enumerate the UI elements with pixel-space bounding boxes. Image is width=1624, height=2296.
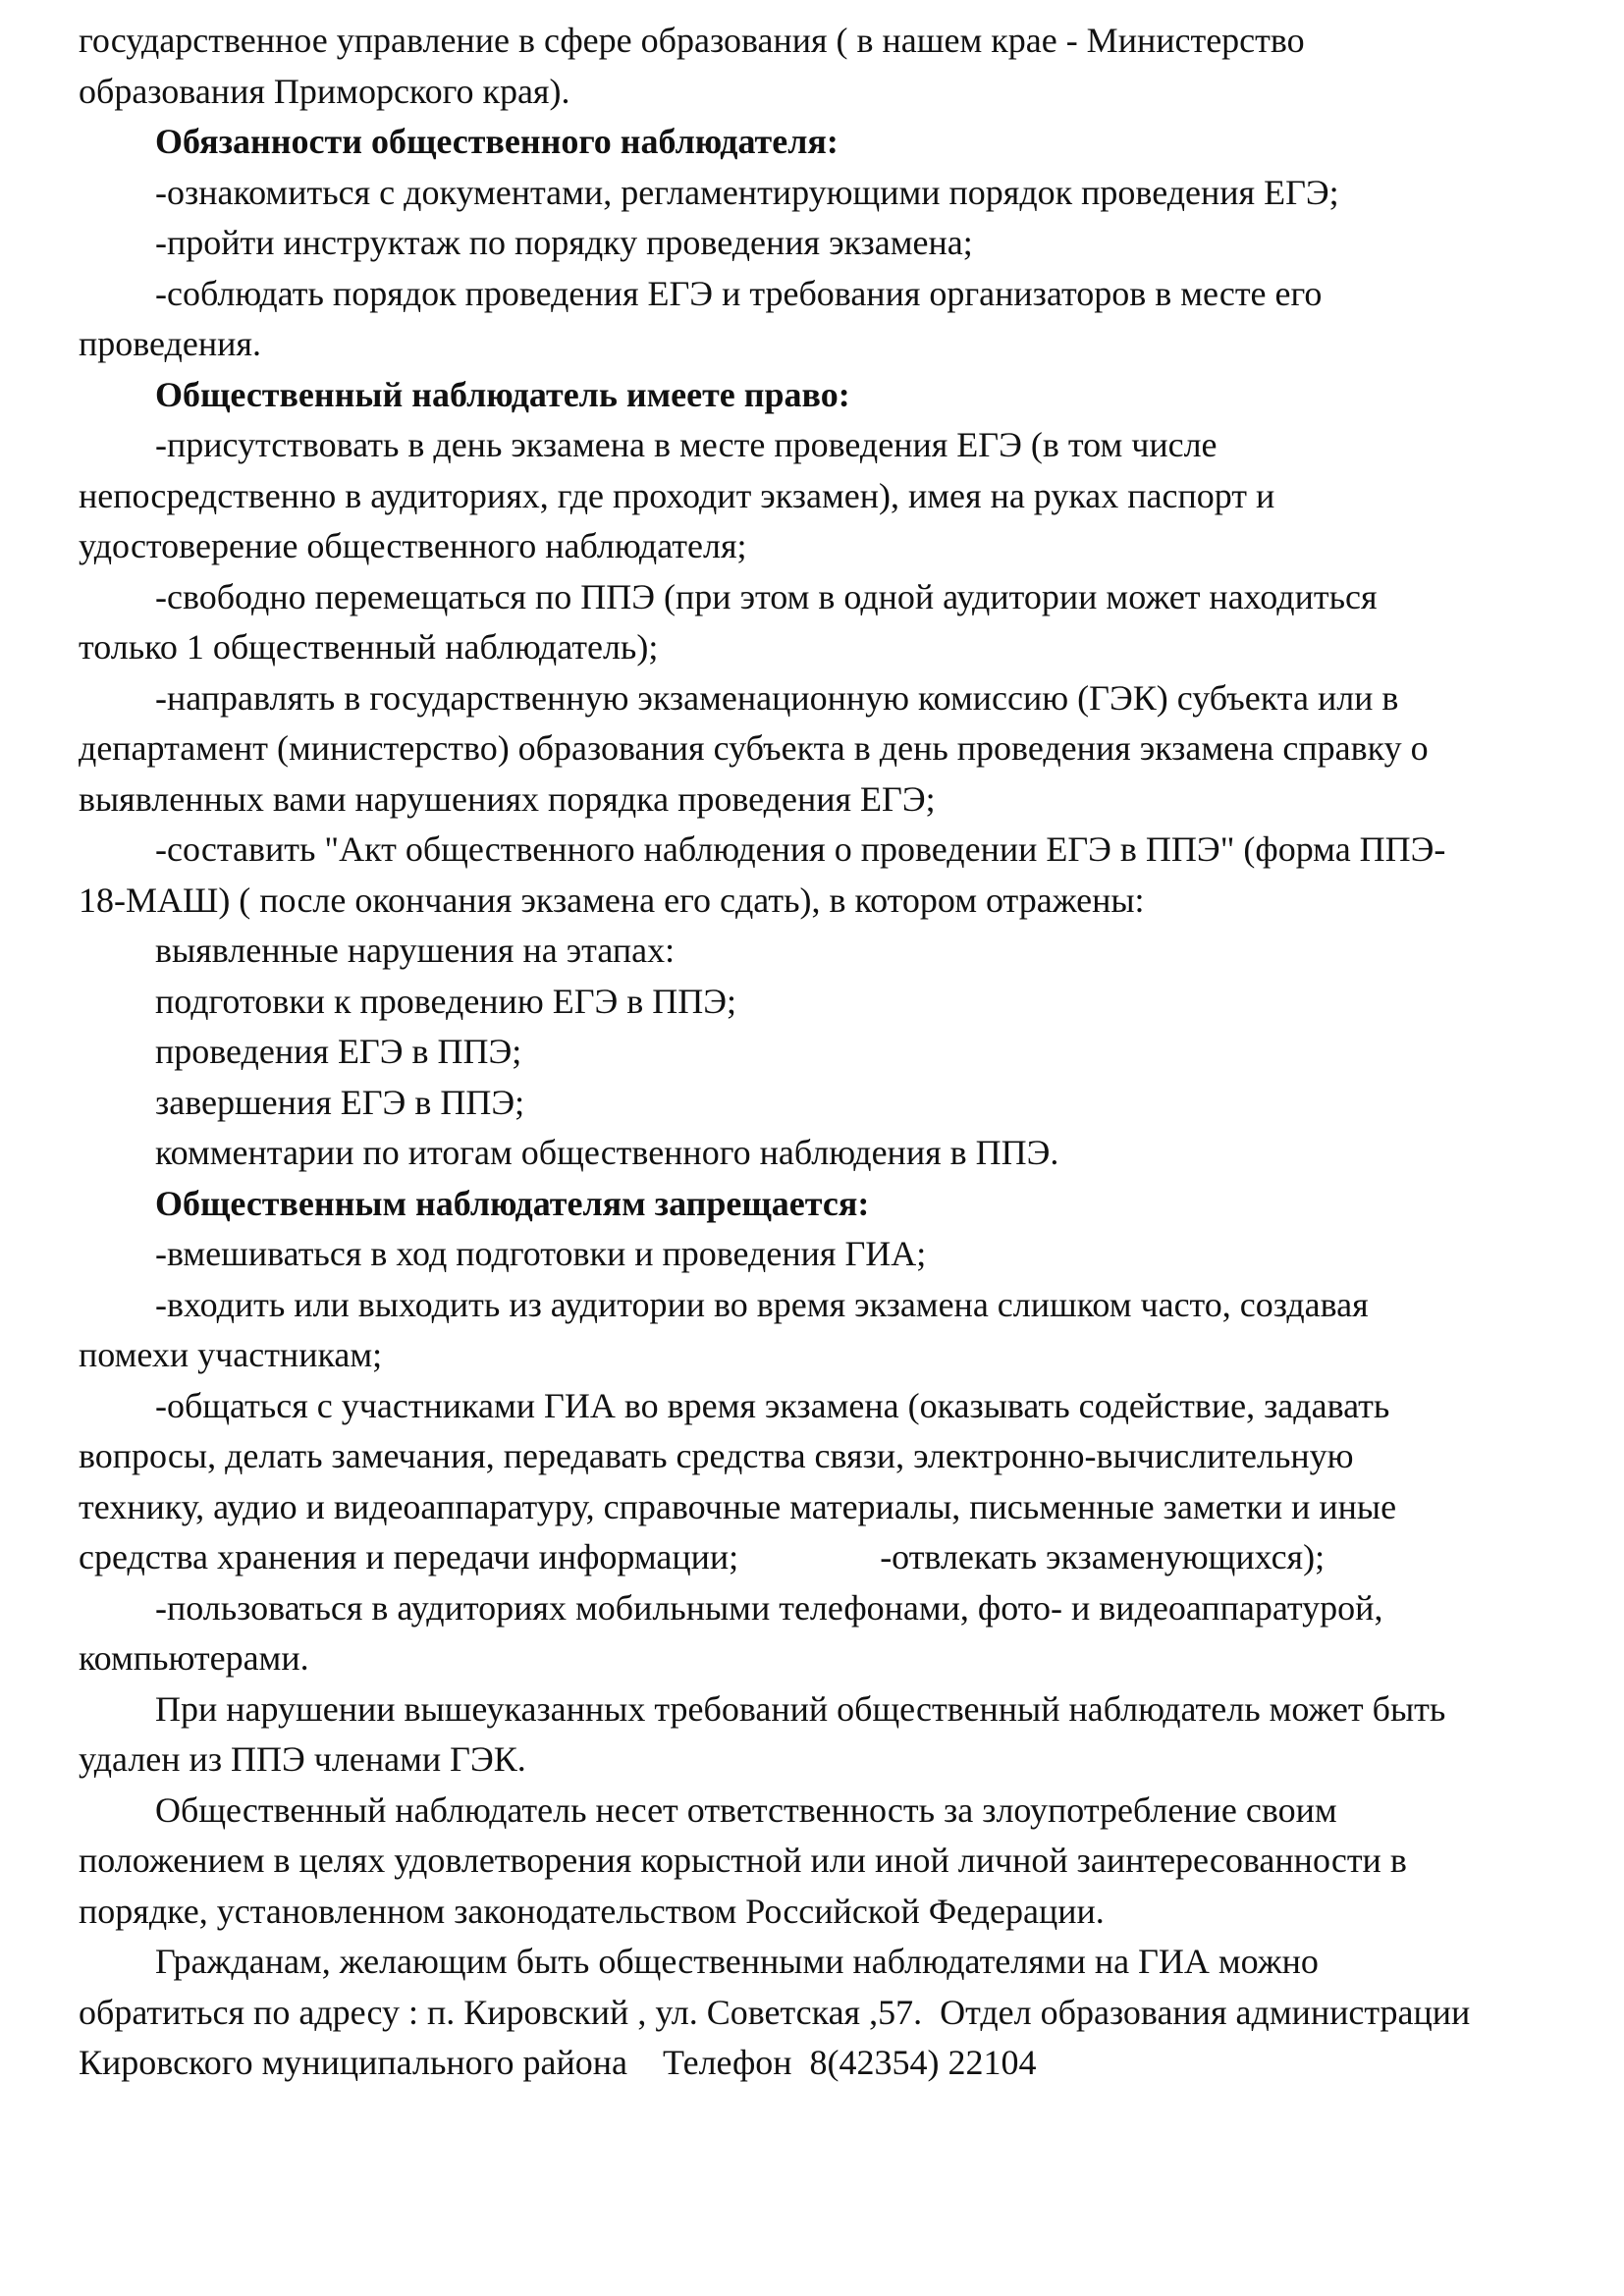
document-page	[79, 16, 1591, 2089]
text-line: При нарушении вышеуказанных требований общественный наблюдатель может быть	[155, 1688, 1446, 1729]
text-line: выявленных вами нарушениях порядка проведения ЕГЭ;	[79, 778, 936, 819]
section-heading: Общественным наблюдателям запрещается:	[155, 1183, 870, 1223]
text-line: выявленные нарушения на этапах:	[155, 931, 676, 970]
text-line: -общаться с участниками ГИА во время экзамена (оказывать содействие, задавать	[155, 1385, 1390, 1425]
text-line: -присутствовать в день экзамена в месте проведения ЕГЭ (в том числе	[155, 425, 1218, 464]
text-line: технику, аудио и видеоаппаратуру, справочные материалы, письменные заметки и иные	[79, 1486, 1397, 1526]
text-line: -свободно перемещаться по ППЭ (при этом в одной аудитории может находиться	[155, 576, 1378, 616]
text-line: -ознакомиться с документами, регламентирующими порядок проведения ЕГЭ;	[155, 172, 1339, 212]
text-line: 18-МАШ) ( после окончания экзамена его сдать), в котором отражены:	[79, 880, 1145, 920]
text-line: департамент (министерство) образования субъекта в день проведения экзамена справку о	[79, 728, 1429, 768]
text-line: завершения ЕГЭ в ППЭ;	[155, 1082, 525, 1122]
text-line: удален из ППЭ членами ГЭК.	[79, 1739, 526, 1779]
text-line: Гражданам, желающим быть общественными наблюдателями на ГИА можно	[155, 1942, 1319, 1981]
text-line: помехи участникам;	[79, 1335, 383, 1374]
text-line: средства хранения и передачи информации; -отвлекать экзаменующихся);	[79, 1537, 1326, 1576]
text-line: порядке, установленном законодательством Российской Федерации.	[79, 1891, 1105, 1931]
section-heading: Обязанности общественного наблюдателя:	[155, 122, 839, 161]
text-line: -пройти инструктаж по порядку проведения экзамена;	[155, 223, 973, 262]
text-line: проведения.	[79, 324, 261, 363]
text-line: проведения ЕГЭ в ППЭ;	[155, 1032, 522, 1071]
text-line: вопросы, делать замечания, передавать средства связи, электронно-вычислительную	[79, 1436, 1354, 1475]
text-line: положением в целях удовлетворения корыстной или иной личной заинтересованности в	[79, 1841, 1407, 1880]
text-line: непосредственно в аудиториях, где проходит экзамен), имея на руках паспорт и	[79, 475, 1275, 515]
text-line: -вмешиваться в ход подготовки и проведения ГИА;	[155, 1234, 927, 1273]
text-line: подготовки к проведению ЕГЭ в ППЭ;	[155, 981, 737, 1021]
text-line: образования Приморского края).	[79, 71, 570, 111]
text-line: -входить или выходить из аудитории во время экзамена слишком часто, создавая	[155, 1284, 1369, 1324]
text-line: комментарии по итогам общественного наблюдения в ППЭ.	[155, 1133, 1059, 1172]
text-line: государственное управление в сфере образования ( в нашем крае - Министерство	[79, 21, 1305, 60]
text-line: Общественный наблюдатель несет ответственность за злоупотребление своим	[155, 1789, 1337, 1830]
text-line: компьютерами.	[79, 1638, 309, 1678]
text-line: Кировского муниципального района Телефон 8(42354) 22104	[79, 2043, 1037, 2082]
text-line: -направлять в государственную экзаменационную комиссию (ГЭК) субъекта или в	[155, 677, 1399, 718]
text-line: -пользоваться в аудиториях мобильными телефонами, фото- и видеоаппаратурой,	[155, 1587, 1383, 1628]
text-line: обратиться по адресу : п. Кировский , ул. Советская ,57. Отдел образования администрации	[79, 1992, 1471, 2032]
section-heading: Общественный наблюдатель имеете право:	[155, 374, 850, 414]
text-line: удостоверение общественного наблюдателя;	[79, 526, 747, 565]
text-line: -составить "Акт общественного наблюдения о проведении ЕГЭ в ППЭ" (форма ППЭ-	[155, 829, 1446, 869]
text-line: только 1 общественный наблюдатель);	[79, 627, 659, 667]
text-line: -соблюдать порядок проведения ЕГЭ и требования организаторов в месте его	[155, 273, 1323, 313]
